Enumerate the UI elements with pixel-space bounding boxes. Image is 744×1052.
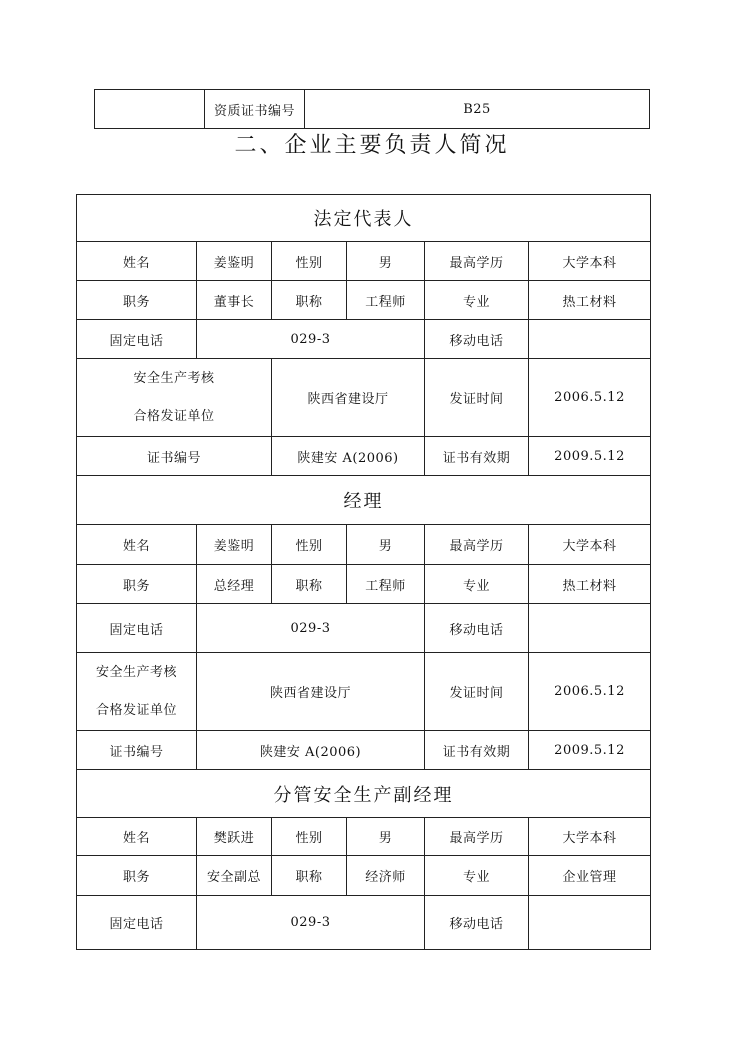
leaders-table — [76, 194, 651, 950]
safety-vp-mobile-label: 移动电话 — [425, 896, 529, 950]
safety-vp-edu-label: 最高学历 — [425, 818, 529, 856]
legal-rep-heading: 法定代表人 — [77, 195, 651, 242]
legal-rep-phone: 029-3 — [197, 320, 425, 359]
manager-valid-label: 证书有效期 — [425, 731, 529, 770]
legal-rep-unit-label-line1: 安全生产考核 — [133, 370, 215, 386]
legal-rep-gender-label: 性别 — [272, 242, 347, 281]
qualification-value: B25 — [305, 90, 650, 129]
manager-mobile-label: 移动电话 — [425, 604, 529, 653]
manager-edu: 大学本科 — [529, 525, 651, 565]
manager-gender-label: 性别 — [272, 525, 347, 565]
legal-rep-major: 热工材料 — [529, 281, 651, 320]
manager-issue: 2006.5.12 — [529, 653, 651, 731]
legal-rep-phone-label: 固定电话 — [77, 320, 197, 359]
manager-name-label: 姓名 — [77, 525, 197, 565]
safety-vp-name-label: 姓名 — [77, 818, 197, 856]
manager-phone-label: 固定电话 — [77, 604, 197, 653]
safety-vp-duty-label: 职务 — [77, 856, 197, 896]
manager-duty-label: 职务 — [77, 565, 197, 604]
manager-cert-label: 证书编号 — [77, 731, 197, 770]
manager-valid: 2009.5.12 — [529, 731, 651, 770]
safety-vp-title: 经济师 — [347, 856, 425, 896]
manager-unit-label-line2: 合格发证单位 — [95, 702, 177, 718]
safety-vp-heading: 分管安全生产副经理 — [77, 770, 651, 818]
manager-unit-label — [77, 653, 197, 731]
safety-vp-gender: 男 — [347, 818, 425, 856]
legal-rep-duty-label: 职务 — [77, 281, 197, 320]
safety-vp-name: 樊跃进 — [197, 818, 272, 856]
safety-vp-phone-label: 固定电话 — [77, 896, 197, 950]
manager-gender: 男 — [347, 525, 425, 565]
qualification-label: 资质证书编号 — [205, 90, 305, 129]
manager-major: 热工材料 — [529, 565, 651, 604]
legal-rep-valid-label: 证书有效期 — [425, 437, 529, 476]
legal-rep-mobile — [529, 320, 651, 359]
legal-rep-name-label: 姓名 — [77, 242, 197, 281]
legal-rep-major-label: 专业 — [425, 281, 529, 320]
legal-rep-unit-label-line2: 合格发证单位 — [133, 408, 215, 424]
qualification-row — [95, 90, 650, 129]
manager-edu-label: 最高学历 — [425, 525, 529, 565]
manager-duty: 总经理 — [197, 565, 272, 604]
manager-unit-label-line1: 安全生产考核 — [95, 664, 177, 680]
safety-vp-major-label: 专业 — [425, 856, 529, 896]
manager-unit: 陕西省建设厅 — [197, 653, 425, 731]
manager-title-label: 职称 — [272, 565, 347, 604]
legal-rep-issue-label: 发证时间 — [425, 359, 529, 437]
section-title: 二、企业主要负责人简况 — [234, 133, 510, 158]
legal-rep-name: 姜鉴明 — [197, 242, 272, 281]
safety-vp-phone: 029-3 — [197, 896, 425, 950]
safety-vp-duty: 安全副总 — [197, 856, 272, 896]
manager-major-label: 专业 — [425, 565, 529, 604]
safety-vp-mobile — [529, 896, 651, 950]
legal-rep-cert-label: 证书编号 — [77, 437, 272, 476]
legal-rep-title: 工程师 — [347, 281, 425, 320]
legal-rep-gender: 男 — [347, 242, 425, 281]
legal-rep-unit: 陕西省建设厅 — [272, 359, 425, 437]
legal-rep-issue: 2006.5.12 — [529, 359, 651, 437]
safety-vp-edu: 大学本科 — [529, 818, 651, 856]
qualification-blank-cell — [95, 90, 205, 129]
qualification-table — [94, 89, 650, 129]
manager-mobile — [529, 604, 651, 653]
safety-vp-gender-label: 性别 — [272, 818, 347, 856]
legal-rep-mobile-label: 移动电话 — [425, 320, 529, 359]
legal-rep-title-label: 职称 — [272, 281, 347, 320]
manager-phone: 029-3 — [197, 604, 425, 653]
manager-heading: 经理 — [77, 476, 651, 525]
legal-rep-edu: 大学本科 — [529, 242, 651, 281]
manager-issue-label: 发证时间 — [425, 653, 529, 731]
manager-title: 工程师 — [347, 565, 425, 604]
legal-rep-valid: 2009.5.12 — [529, 437, 651, 476]
legal-rep-edu-label: 最高学历 — [425, 242, 529, 281]
legal-rep-duty: 董事长 — [197, 281, 272, 320]
safety-vp-title-label: 职称 — [272, 856, 347, 896]
safety-vp-major: 企业管理 — [529, 856, 651, 896]
legal-rep-cert: 陕建安 A(2006) — [272, 437, 425, 476]
manager-cert: 陕建安 A(2006) — [197, 731, 425, 770]
legal-rep-unit-label — [77, 359, 272, 437]
manager-name: 姜鉴明 — [197, 525, 272, 565]
